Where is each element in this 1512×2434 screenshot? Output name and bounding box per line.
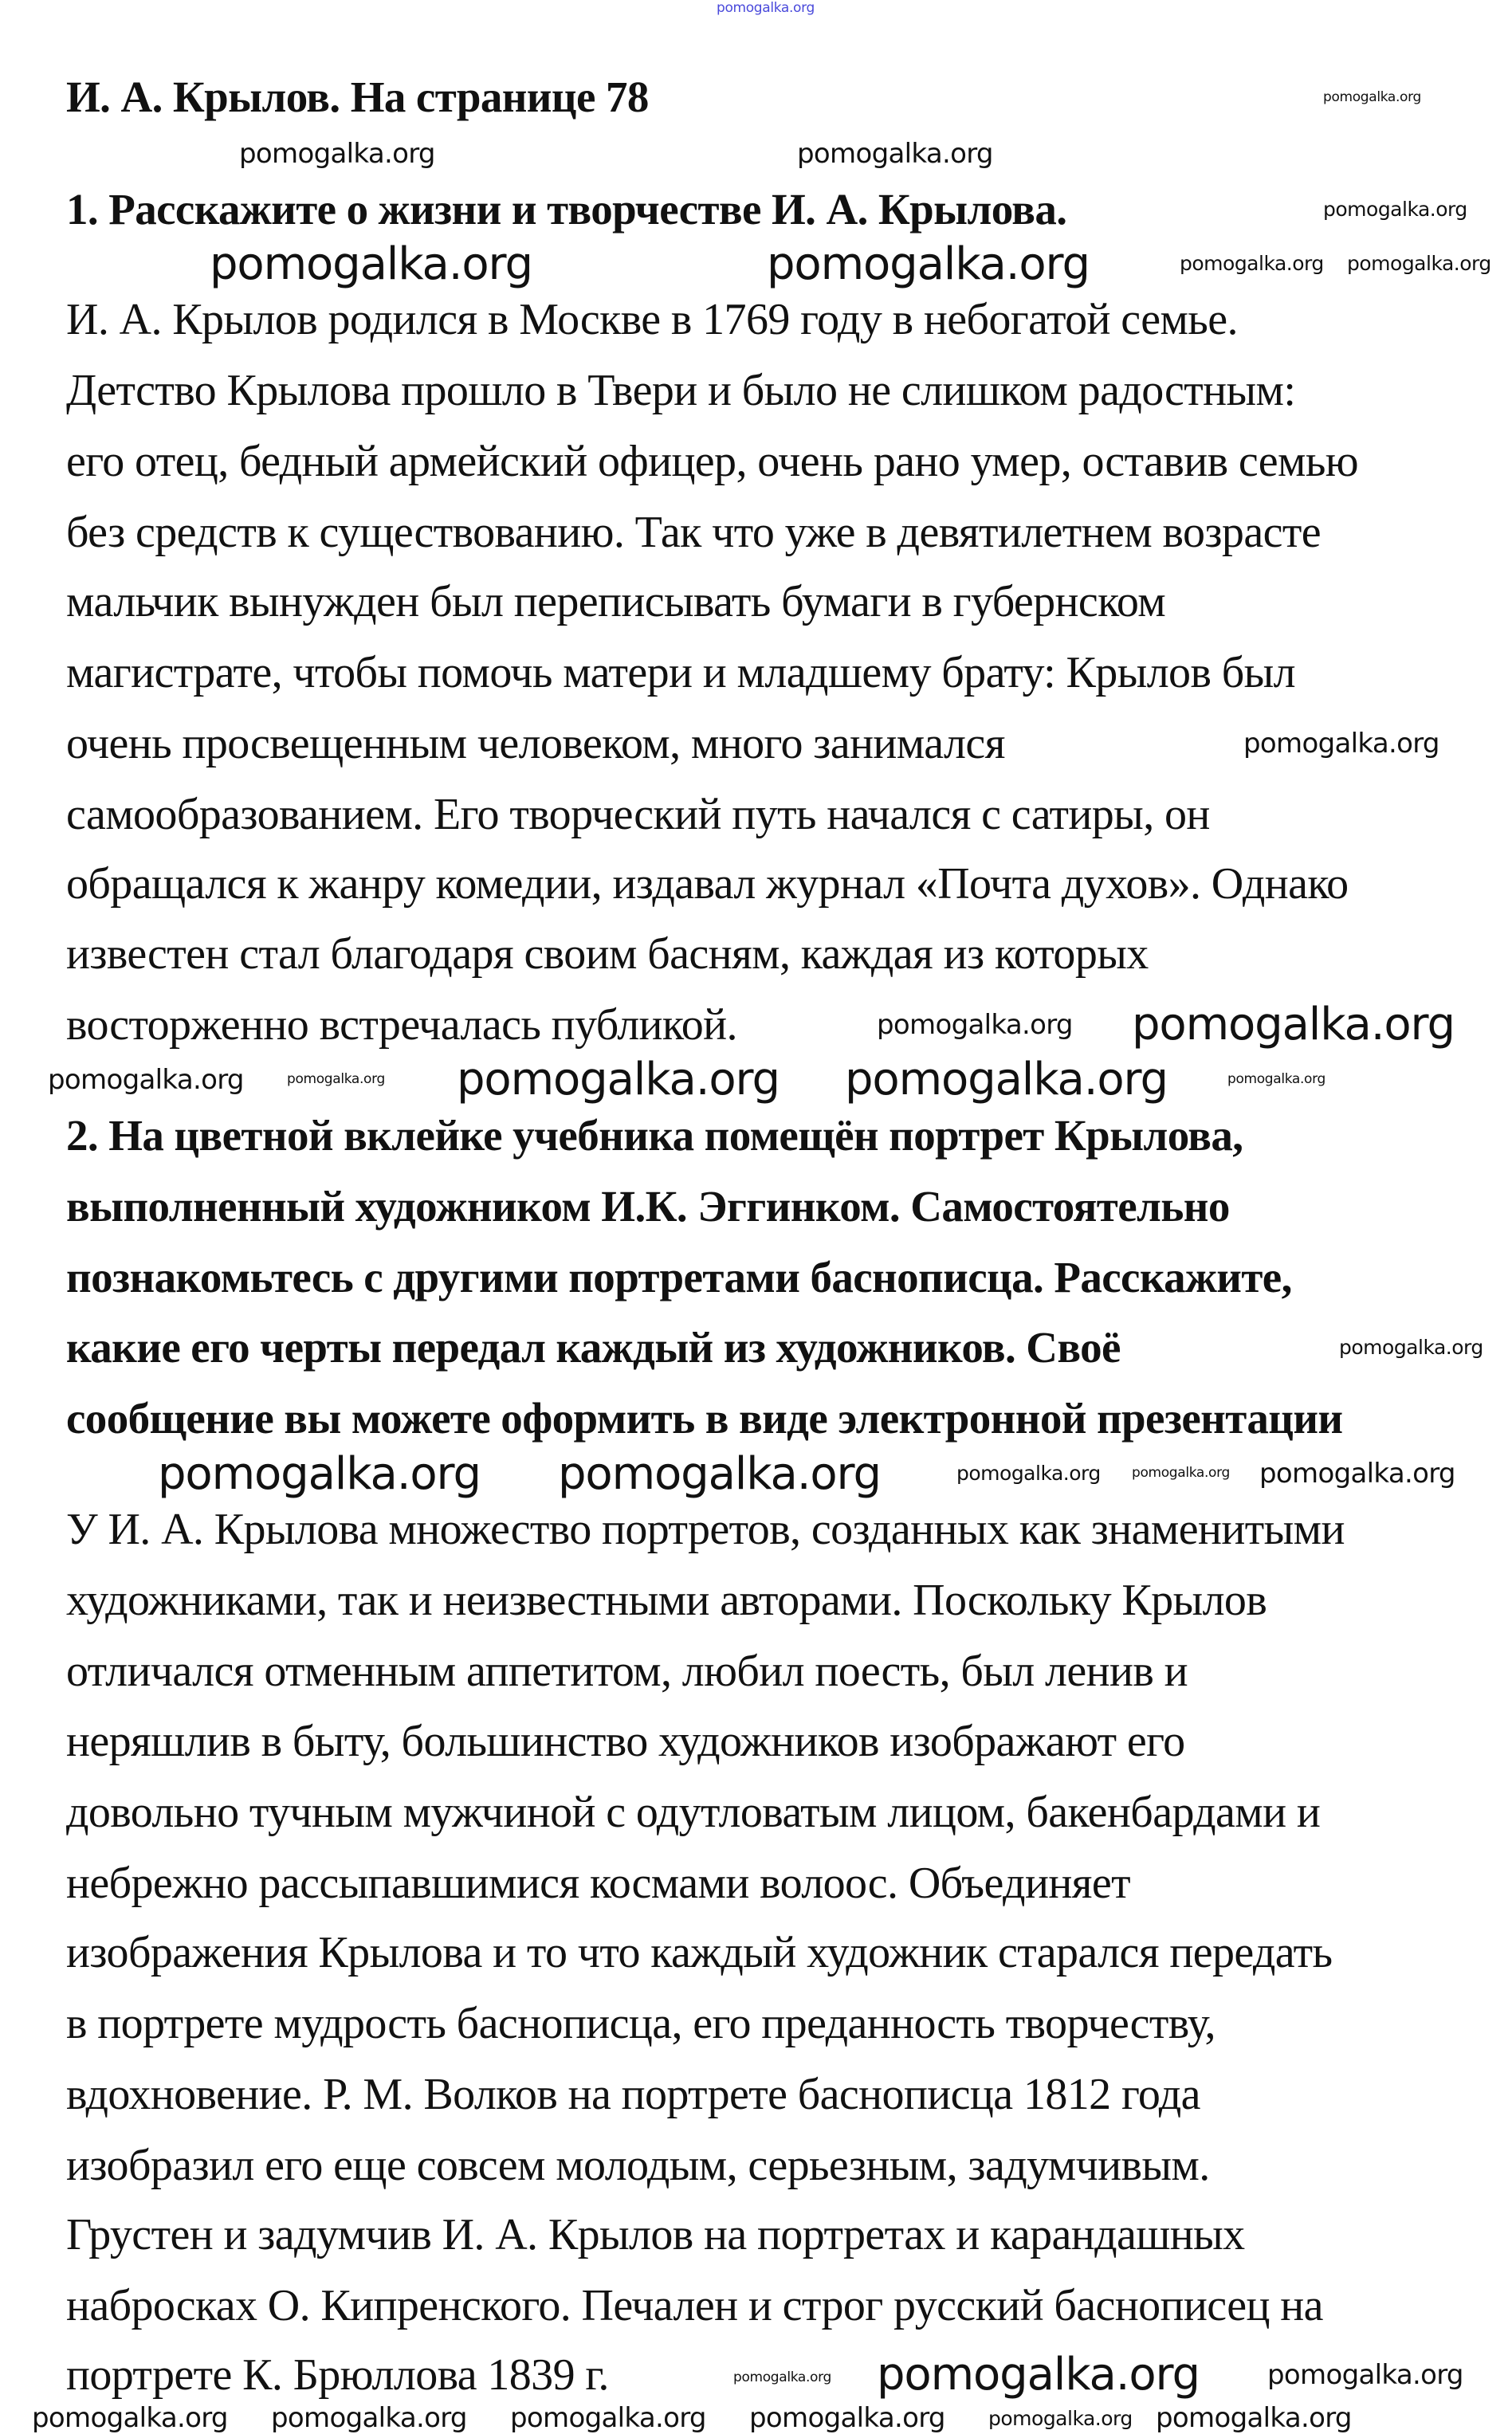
answer-line: самообразованием. Его творческий путь начался с сатиры, он <box>66 790 1210 839</box>
answer-line: художниками, так и неизвестными авторами. Поскольку Крылов <box>66 1576 1267 1625</box>
watermark: pomogalka.org <box>1156 2402 1352 2434</box>
watermark: pomogalka.org <box>1132 1465 1230 1481</box>
answer-line: мальчик вынужден был переписывать бумаги в губернском <box>66 577 1166 626</box>
answer-line: восторженно встречалась публикой. <box>66 1000 737 1050</box>
answer-line: обращался к жанру комедии, издавал журнал «Почта духов». Однако <box>66 859 1349 909</box>
answer-line: набросках О. Кипренского. Печален и строг русский баснописец на <box>66 2281 1323 2330</box>
watermark: pomogalka.org <box>457 1054 780 1105</box>
answer-line: изображения Крылова и то что каждый художник старался передать <box>66 1928 1333 1977</box>
watermark: pomogalka.org <box>1132 999 1455 1050</box>
answer-line: неряшлив в быту, большинство художников изображают его <box>66 1717 1185 1766</box>
watermark: pomogalka.org <box>32 2402 228 2434</box>
answer-line: изобразил его еще совсем молодым, серьезным, задумчивым. <box>66 2141 1210 2190</box>
watermark: pomogalka.org <box>956 1462 1101 1485</box>
watermark: pomogalka.org <box>1243 728 1439 760</box>
watermark: pomogalka.org <box>1347 252 1491 275</box>
watermark: pomogalka.org <box>845 1054 1168 1105</box>
heading-line: выполненный художником И.К. Эггинком. Самостоятельно <box>66 1182 1230 1231</box>
answer-line: вдохновение. Р. М. Волков на портрете баснописца 1812 года <box>66 2070 1200 2119</box>
watermark: pomogalka.org <box>1339 1336 1483 1359</box>
watermark: pomogalka.org <box>287 1071 385 1087</box>
heading-line: сообщение вы можете оформить в виде электронной презентации <box>66 1394 1343 1443</box>
answer-line: отличался отменным аппетитом, любил поесть, был ленив и <box>66 1647 1188 1696</box>
watermark: pomogalka.org <box>749 2402 945 2434</box>
watermark: pomogalka.org <box>558 1448 881 1500</box>
watermark: pomogalka.org <box>1259 1458 1455 1490</box>
answer-line: без средств к существованию. Так что уже в девятилетнем возрасте <box>66 508 1321 557</box>
answer-line: Детство Крылова прошло в Твери и было не слишком радостным: <box>66 366 1296 415</box>
watermark: pomogalka.org <box>733 2369 831 2385</box>
watermark: pomogalka.org <box>1323 198 1467 221</box>
question-1-heading: 1. Расскажите о жизни и творчестве И. А. Крылова. <box>66 185 1067 234</box>
answer-line: И. А. Крылов родился в Москве в 1769 году в небогатой семье. <box>66 295 1238 344</box>
answer-line: Грустен и задумчив И. А. Крылов на портретах и карандашных <box>66 2210 1245 2259</box>
answer-line: очень просвещенным человеком, много занимался <box>66 719 1005 768</box>
watermark: pomogalka.org <box>1227 1071 1325 1087</box>
heading-line: какие его черты передал каждый из художников. Своё <box>66 1323 1121 1372</box>
watermark: pomogalka.org <box>877 2349 1200 2401</box>
watermark: pomogalka.org <box>158 1448 481 1500</box>
watermark: pomogalka.org <box>48 1064 244 1096</box>
watermark: pomogalka.org <box>510 2402 706 2434</box>
watermark-link[interactable]: pomogalka.org <box>717 0 815 16</box>
answer-line: известен стал благодаря своим басням, каждая из которых <box>66 929 1149 979</box>
answer-line: в портрете мудрость баснописца, его преданность творчеству, <box>66 1999 1215 2048</box>
answer-line: его отец, бедный армейский офицер, очень рано умер, оставив семью <box>66 437 1359 486</box>
page-title: И. А. Крылов. На странице 78 <box>66 73 649 121</box>
watermark: pomogalka.org <box>239 138 435 170</box>
answer-line: небрежно рассыпавшимися космами волоос. Объединяет <box>66 1859 1130 1908</box>
watermark: pomogalka.org <box>210 238 532 290</box>
watermark: pomogalka.org <box>797 138 993 170</box>
watermark: pomogalka.org <box>271 2402 467 2434</box>
watermark: pomogalka.org <box>1180 252 1324 275</box>
watermark: pomogalka.org <box>767 238 1090 290</box>
answer-line: довольно тучным мужчиной с одутловатым лицом, бакенбардами и <box>66 1788 1321 1837</box>
watermark: pomogalka.org <box>877 1009 1073 1041</box>
watermark: pomogalka.org <box>1323 89 1421 105</box>
watermark: pomogalka.org <box>988 2407 1133 2430</box>
answer-line: портрете К. Брюллова 1839 г. <box>66 2350 609 2400</box>
heading-line: познакомьтесь с другими портретами баснописца. Расскажите, <box>66 1253 1292 1301</box>
watermark: pomogalka.org <box>1267 2359 1463 2391</box>
answer-line: магистрате, чтобы помочь матери и младшему брату: Крылов был <box>66 648 1295 697</box>
answer-line: У И. А. Крылова множество портретов, созданных как знаменитыми <box>66 1505 1345 1554</box>
heading-line: 2. На цветной вклейке учебника помещён портрет Крылова, <box>66 1111 1243 1160</box>
